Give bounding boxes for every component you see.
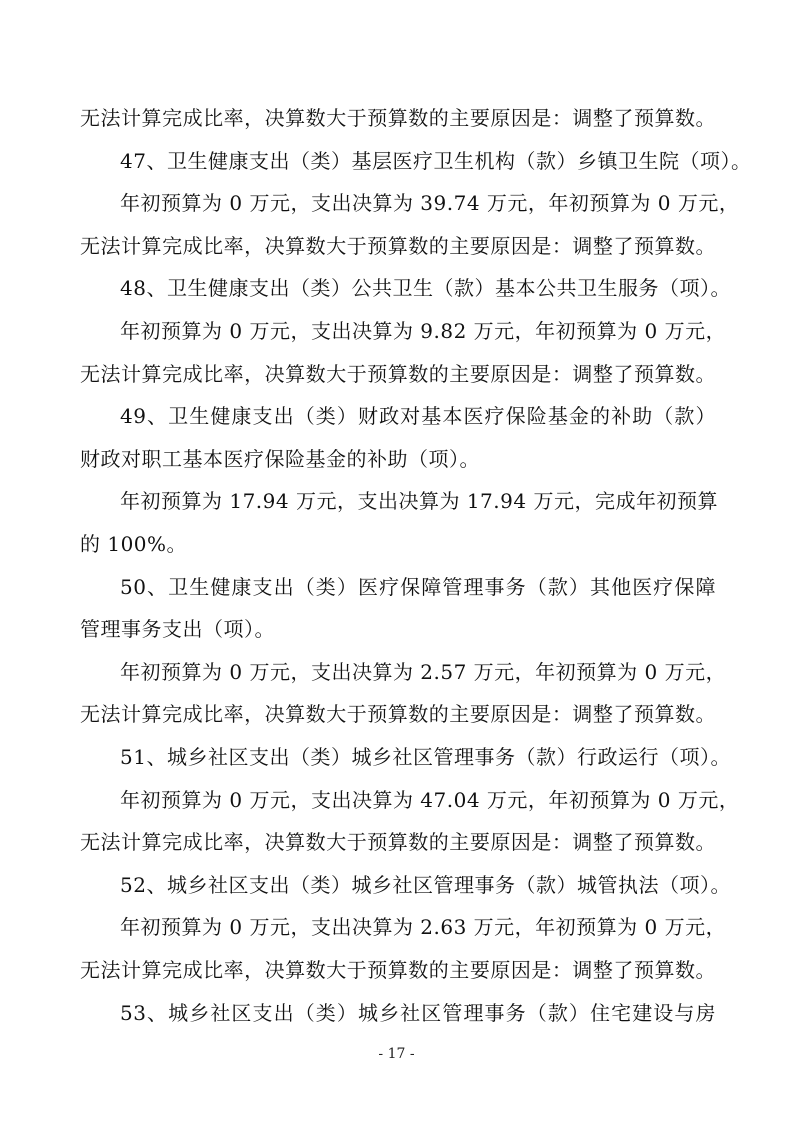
text-line: 年初预算为 0 万元，支出决算为 2.57 万元，年初预算为 0 万元，: [120, 659, 727, 684]
item-heading-52: 52、城乡社区支出（类）城乡社区管理事务（款）城管执法（项）。: [120, 872, 731, 897]
text-line: 年初预算为 17.94 万元，支出决算为 17.94 万元，完成年初预算: [120, 489, 718, 514]
text-line: 无法计算完成比率，决算数大于预算数的主要原因是：调整了预算数。: [80, 830, 716, 855]
item-heading-47: 47、卫生健康支出（类）基层医疗卫生机构（款）乡镇卫生院（项）。: [120, 148, 752, 173]
item-heading-51: 51、城乡社区支出（类）城乡社区管理事务（款）行政运行（项）。: [120, 745, 731, 769]
item-heading-49: 49、卫生健康支出（类）财政对基本医疗保险基金的补助（款）: [120, 404, 716, 429]
text-line: 的 100%。: [80, 532, 188, 556]
item-heading-48: 48、卫生健康支出（类）公共卫生（款）基本公共卫生服务（项）。: [120, 276, 731, 301]
item-heading-53: 53、城乡社区支出（类）城乡社区管理事务（款）住宅建设与房: [120, 1000, 716, 1025]
text-line: 财政对职工基本医疗保险基金的补助（项）。: [80, 446, 480, 471]
text-line: 无法计算完成比率，决算数大于预算数的主要原因是：调整了预算数。: [80, 106, 716, 130]
page-number: - 17 -: [378, 1046, 415, 1063]
text-line: 年初预算为 0 万元，支出决算为 2.63 万元，年初预算为 0 万元，: [120, 915, 727, 940]
item-heading-50: 50、卫生健康支出（类）医疗保障管理事务（款）其他医疗保障: [120, 574, 716, 599]
text-line: 年初预算为 0 万元，支出决算为 39.74 万元，年初预算为 0 万元，: [120, 191, 740, 216]
text-line: 年初预算为 0 万元，支出决算为 9.82 万元，年初预算为 0 万元，: [120, 319, 727, 343]
text-line: 无法计算完成比率，决算数大于预算数的主要原因是：调整了预算数。: [80, 233, 716, 258]
text-line: 管理事务支出（项）。: [80, 617, 275, 642]
text-line: 无法计算完成比率，决算数大于预算数的主要原因是：调整了预算数。: [80, 361, 716, 386]
text-line: 年初预算为 0 万元，支出决算为 47.04 万元，年初预算为 0 万元，: [120, 787, 740, 812]
text-line: 无法计算完成比率，决算数大于预算数的主要原因是：调整了预算数。: [80, 702, 716, 727]
text-line: 无法计算完成比率，决算数大于预算数的主要原因是：调整了预算数。: [80, 958, 716, 982]
